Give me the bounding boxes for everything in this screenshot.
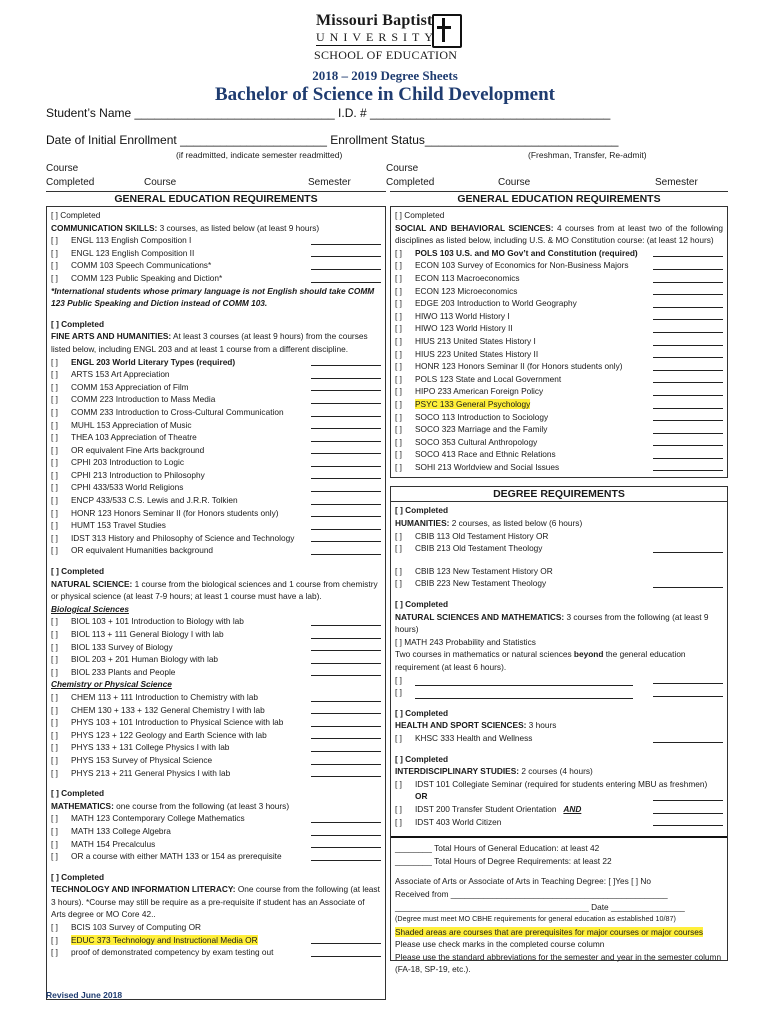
course-name: PHYS 123 + 122 Geology and Earth Science with lab <box>71 729 267 740</box>
nat-intro: 1 course from the biological sciences and 1 course from chemistry or physical science (at least 7-9 hours; at least 1 course must have a lab). <box>51 578 378 602</box>
course-name: IDST 101 Collegiate Seminar (required for students entering MBU as freshmen) <box>415 778 708 789</box>
course-name: PHYS 213 + 211 General Physics I with lab <box>71 767 231 778</box>
course-checkbox[interactable]: [ ] <box>51 356 58 367</box>
semester-field[interactable] <box>653 408 723 409</box>
course-name: THEA 103 Appreciation of Theatre <box>71 432 197 443</box>
course-name: SOHI 213 Worldview and Social Issues <box>415 461 560 472</box>
fine-intro: At least 3 courses (at least 9 hours) from the courses listed below, including ENGL 203 and at least 1 course from a different discipline. <box>51 331 368 354</box>
course-name: HONR 123 Honors Seminar II (for Honors students only) <box>71 507 279 518</box>
course-checkbox[interactable]: [ ] <box>395 565 402 576</box>
course-name: CBIB 223 New Testament Theology <box>415 578 547 589</box>
chem-subheading: Chemistry or Physical Science <box>51 679 172 690</box>
course-checkbox[interactable]: [ ] <box>51 666 58 677</box>
semester-field[interactable] <box>311 256 381 257</box>
university-logo <box>308 12 466 66</box>
semester-field[interactable] <box>653 470 723 471</box>
course-name: HONR 123 Honors Seminar II (for Honors students only) <box>415 361 623 372</box>
course-checkbox[interactable]: [ ] <box>395 449 402 460</box>
course-checkbox[interactable]: [ ] <box>51 813 58 824</box>
col-completed-label: Completed <box>46 177 95 188</box>
course-checkbox[interactable]: [ ] <box>395 298 402 309</box>
semester-field[interactable] <box>311 675 381 676</box>
abbrev-note: Please use the standard abbreviations for the semester and year in the semester column (FA-18, SP-19, etc.). <box>395 951 722 975</box>
col-semester-label-right: Semester <box>655 177 698 188</box>
course-checkbox[interactable]: [ ] <box>51 247 58 258</box>
semester-field[interactable] <box>311 365 381 366</box>
degree-box <box>390 502 728 975</box>
course-checkbox[interactable]: [ ] <box>51 641 58 652</box>
readmit-note: (if readmitted, indicate semester readmitted) <box>176 150 343 160</box>
course-checkbox[interactable]: [ ] <box>395 335 402 346</box>
semester-field[interactable] <box>653 683 723 684</box>
col-semester-label: Semester <box>308 177 351 188</box>
course-name: PHYS 133 + 131 College Physics I with lab <box>71 742 230 753</box>
col-course-name-label-right: Course <box>498 177 531 188</box>
course-name: ENGL 203 World Literary Types (required) <box>71 356 236 367</box>
course-checkbox[interactable]: [ ] <box>395 361 402 372</box>
course-name: CPHI 213 Introduction to Philosophy <box>71 469 205 480</box>
right-column <box>390 191 728 975</box>
student-name-line[interactable]: Student’s Name ______________________________ I.D. # ____________________________________ <box>46 106 611 120</box>
semester-field[interactable] <box>311 638 381 639</box>
math-list <box>51 812 381 862</box>
cbhe-note: (Degree must meet MO CBHE requirements for general education as established 10/87) <box>395 914 676 924</box>
course-name: OR a course with either MATH 133 or 154 as prerequisite <box>71 851 282 862</box>
col-course-label-right: Course <box>386 163 419 174</box>
course-checkbox[interactable]: [ ] <box>395 323 402 334</box>
course-checkbox[interactable]: [ ] <box>395 348 402 359</box>
semester-field[interactable] <box>653 420 723 421</box>
logo-rule <box>316 45 431 46</box>
course-name: ECON 123 Microeconomics <box>415 285 518 296</box>
course-name: SOCO 353 Cultural Anthropology <box>415 436 538 447</box>
course-checkbox[interactable]: [ ] <box>51 717 58 728</box>
course-name: IDST 403 World Citizen <box>415 816 502 827</box>
course-checkbox[interactable]: [ ] <box>51 851 58 862</box>
course-checkbox[interactable]: [ ] <box>51 754 58 765</box>
course-checkbox[interactable]: [ ] <box>51 507 58 518</box>
semester-field[interactable] <box>653 307 723 308</box>
tech-intro: One course from the following (at least 3 hours). *Course may still be require as a pre-requisite if student has an Associate of Arts degree or MO Core 42.. <box>51 884 380 920</box>
chem-list <box>51 691 381 779</box>
semester-field[interactable] <box>653 357 723 358</box>
semester-field[interactable] <box>311 764 381 765</box>
received-from-line[interactable]: Received from _______________________________________________ <box>395 888 668 899</box>
semester-field[interactable] <box>311 516 381 517</box>
social-heading: SOCIAL AND BEHAVIORAL SCIENCES: <box>395 222 554 233</box>
nsm-math-course[interactable]: [ ] MATH 243 Probability and Statistics <box>395 636 536 647</box>
col-completed-label-right: Completed <box>386 177 435 188</box>
course-checkbox[interactable]: [ ] <box>395 461 402 472</box>
semester-field[interactable] <box>311 282 381 283</box>
course-checkbox[interactable]: [ ] <box>51 235 58 246</box>
semester-field[interactable] <box>311 529 381 530</box>
semester-field[interactable] <box>653 382 723 383</box>
revised-date: Revised June 2018 <box>46 990 123 1000</box>
course-checkbox[interactable]: [ ] <box>51 704 58 715</box>
course-name: CBIB 213 Old Testament Theology <box>415 543 543 554</box>
course-checkbox[interactable]: [ ] <box>395 732 402 743</box>
course-name: POLS 103 U.S. and MO Gov’t and Constitution (required) <box>415 247 638 258</box>
semester-field[interactable] <box>311 466 381 467</box>
bio-subheading: Biological Sciences <box>51 603 129 614</box>
course-checkbox[interactable]: [ ] <box>51 691 58 702</box>
page-title: Bachelor of Science in Child Development <box>214 84 556 105</box>
semester-field[interactable] <box>653 825 723 826</box>
course-checkbox[interactable]: [ ] <box>395 424 402 435</box>
semester-field[interactable] <box>311 441 381 442</box>
comm-intro: 3 courses, as listed below (at least 9 hours) <box>157 222 320 233</box>
hum-intro: 2 courses, as listed below (6 hours) <box>449 518 583 529</box>
fine-heading: FINE ARTS AND HUMANITIES: <box>51 331 172 342</box>
course-checkbox[interactable]: [ ] <box>51 629 58 639</box>
course-name: OR equivalent Fine Arts background <box>71 444 205 455</box>
semester-field[interactable] <box>311 943 381 944</box>
course-name: ARTS 153 Art Appreciation <box>71 369 170 380</box>
semester-field[interactable] <box>311 269 381 270</box>
semester-field[interactable] <box>653 345 723 346</box>
col-course-label: Course <box>46 163 79 174</box>
nat-completed-checkbox[interactable]: [ ] Completed <box>51 566 105 577</box>
course-checkbox[interactable]: [ ] <box>51 469 58 480</box>
semester-field[interactable] <box>653 813 723 814</box>
semester-field[interactable] <box>653 742 723 743</box>
social-box <box>390 207 728 478</box>
course-name: MATH 154 Precalculus <box>71 838 156 849</box>
comm-heading: COMMUNICATION SKILLS: <box>51 222 158 233</box>
course-checkbox[interactable]: [ ] <box>395 530 402 541</box>
course-checkbox[interactable]: [ ] <box>51 934 58 945</box>
course-name: CPHI 433/533 World Religions <box>71 482 184 493</box>
course-name: HIPO 233 American Foreign Policy <box>415 386 544 397</box>
semester-field[interactable] <box>311 822 381 823</box>
course-name: HIWO 123 World History II <box>415 323 513 334</box>
associate-degree-line[interactable]: Associate of Arts or Associate of Arts in Teaching Degree: [ ]Yes [ ] No <box>395 876 651 887</box>
semester-field[interactable] <box>653 319 723 320</box>
course-checkbox[interactable]: [ ] <box>395 816 402 827</box>
course-name: IDST 200 Transfer Student Orientation <box>415 803 557 814</box>
semester-field[interactable] <box>311 378 381 379</box>
math-heading: MATHEMATICS: <box>51 800 114 811</box>
course-name: KHSC 333 Health and Wellness <box>415 732 533 743</box>
semester-field[interactable] <box>653 294 723 295</box>
course-name: ECON 113 Macroeconomics <box>415 272 520 283</box>
col-course-name-label: Course <box>144 177 177 188</box>
course-checkbox[interactable]: [ ] <box>395 411 402 422</box>
shaded-note: Shaded areas are courses that are prerequisites for major courses or major courses <box>395 926 704 937</box>
course-name: proof of demonstrated competency by exam testing out <box>71 947 274 958</box>
semester-field[interactable] <box>311 416 381 417</box>
course-checkbox[interactable]: [ ] <box>51 406 58 417</box>
course-checkbox[interactable]: [ ] <box>51 432 58 443</box>
course-checkbox[interactable]: [ ] <box>395 398 402 409</box>
course-name: HIUS 223 United States History II <box>415 348 539 359</box>
math-completed-checkbox[interactable]: [ ] Completed <box>51 788 105 799</box>
nsm-completed-checkbox[interactable]: [ ] Completed <box>395 599 449 610</box>
course-name: ECON 103 Survey of Economics for Non-Business Majors <box>415 260 629 271</box>
course-checkbox[interactable]: [ ] <box>51 495 58 506</box>
course-checkbox[interactable]: [ ] <box>51 457 58 468</box>
nsm-intro: 3 courses from the following (at least 9 hours) <box>395 611 709 635</box>
semester-field[interactable] <box>311 428 381 429</box>
semester-field[interactable] <box>311 835 381 836</box>
social-intro: 4 courses from at least two of the following disciplines as listed below, including U.S. & MO Constitution course: (at least 12 hours) <box>395 222 723 246</box>
total-degree[interactable]: ________ Total Hours of Degree Requirements: at least 22 <box>395 855 612 866</box>
date-line[interactable]: __________________________________________ Date ________________ <box>395 901 685 912</box>
course-checkbox[interactable]: [ ] <box>395 373 402 384</box>
checkmark-note: Please use check marks in the completed course column <box>395 939 605 950</box>
hs-heading: HEALTH AND SPORT SCIENCES: <box>395 720 527 731</box>
course-name: BIOL 133 Survey of Biology <box>71 641 173 652</box>
semester-field[interactable] <box>653 282 723 283</box>
course-name: PHYS 103 + 101 Introduction to Physical Science with lab <box>71 717 284 728</box>
semester-field[interactable] <box>311 956 381 957</box>
course-checkbox[interactable]: [ ] <box>51 825 58 836</box>
semester-field[interactable] <box>653 256 723 257</box>
course-checkbox[interactable]: [ ] <box>51 767 58 778</box>
course-checkbox[interactable]: [ ] <box>51 742 58 753</box>
comm-note: *International students whose primary language is not English should take COMM 123 Public Speaking and Diction instead of COMM 103. <box>51 285 375 309</box>
course-checkbox[interactable]: [ ] <box>51 381 58 392</box>
course-checkbox[interactable]: [ ] <box>395 543 402 554</box>
course-checkbox[interactable]: [ ] <box>395 778 402 789</box>
semester-field[interactable] <box>311 403 381 404</box>
course-name: OR equivalent Humanities background <box>71 545 214 556</box>
semester-field[interactable] <box>311 504 381 505</box>
semester-field[interactable] <box>653 433 723 434</box>
course-name: SOCO 413 Race and Ethnic Relations <box>415 449 556 460</box>
semester-field[interactable] <box>311 663 381 664</box>
inter-intro: 2 courses (4 hours) <box>519 766 593 777</box>
course-name: ENCP 433/533 C.S. Lewis and J.R.R. Tolkien <box>71 495 238 506</box>
course-checkbox[interactable]: [ ] <box>51 272 58 283</box>
course-name: COMM 233 Introduction to Cross-Cultural Communication <box>71 406 284 417</box>
semester-field[interactable] <box>653 395 723 396</box>
semester-field[interactable] <box>653 370 723 371</box>
course-checkbox[interactable]: [ ] <box>51 394 58 405</box>
semester-field[interactable] <box>311 554 381 555</box>
nsm-note-b: beyond <box>573 649 604 660</box>
semester-field[interactable] <box>311 244 381 245</box>
course-write-in[interactable] <box>415 698 633 699</box>
course-name: ENGL 113 English Composition I <box>71 235 192 246</box>
degree-year: 2018 – 2019 Degree Sheets <box>312 68 458 83</box>
status-note: (Freshman, Transfer, Re-admit) <box>528 150 647 160</box>
gen-ed-heading-left: GENERAL EDUCATION REQUIREMENTS <box>46 191 386 207</box>
course-name: BIOL 113 + 111 General Biology I with lab <box>71 629 224 639</box>
course-checkbox[interactable]: [ ] <box>51 947 58 958</box>
course-name: BIOL 203 + 201 Human Biology with lab <box>71 654 219 665</box>
tech-heading: TECHNOLOGY AND INFORMATION LITERACY: <box>51 884 236 895</box>
and-label: AND <box>563 803 582 814</box>
course-checkbox[interactable]: [ ] <box>395 260 402 271</box>
course-checkbox[interactable]: [ ] <box>51 729 58 740</box>
social-completed-checkbox[interactable]: [ ] Completed <box>395 210 445 220</box>
semester-field[interactable] <box>311 625 381 626</box>
semester-field[interactable] <box>653 269 723 270</box>
tech-list <box>51 921 381 959</box>
course-name: CBIB 113 Old Testament History OR <box>415 530 549 541</box>
nat-heading: NATURAL SCIENCE: <box>51 578 133 589</box>
course-checkbox[interactable]: [ ] <box>51 838 58 849</box>
course-write-in[interactable] <box>415 685 633 686</box>
course-checkbox[interactable]: [ ] <box>51 545 58 556</box>
bio-list <box>51 615 381 678</box>
course-checkbox[interactable]: [ ] <box>395 247 402 258</box>
semester-field[interactable] <box>311 738 381 739</box>
course-name: CPHI 203 Introduction to Logic <box>71 457 184 468</box>
inter-completed-checkbox[interactable]: [ ] Completed <box>395 753 449 764</box>
semester-field[interactable] <box>311 860 381 861</box>
semester-field[interactable] <box>311 478 381 479</box>
course-name: CBIB 123 New Testament History OR <box>415 565 553 576</box>
tech-completed-checkbox[interactable]: [ ] Completed <box>51 871 105 882</box>
course-checkbox[interactable]: [ ] <box>395 674 402 685</box>
course-name: EDGE 203 Introduction to World Geography <box>415 298 577 309</box>
course-checkbox[interactable]: [ ] <box>51 654 58 665</box>
course-name: PHYS 153 Survey of Physical Science <box>71 754 213 765</box>
semester-field[interactable] <box>653 587 723 588</box>
course-name: HUMT 153 Travel Studies <box>71 520 166 531</box>
semester-field[interactable] <box>311 847 381 848</box>
semester-field[interactable] <box>653 458 723 459</box>
course-checkbox[interactable]: [ ] <box>395 578 402 589</box>
course-checkbox[interactable]: [ ] <box>51 922 58 933</box>
semester-field[interactable] <box>311 751 381 752</box>
semester-field[interactable] <box>653 552 723 553</box>
semester-field[interactable] <box>311 650 381 651</box>
total-gen-ed[interactable]: ________ Total Hours of General Education: at least 42 <box>395 843 600 854</box>
semester-field[interactable] <box>311 491 381 492</box>
comm-list <box>51 234 381 284</box>
course-name: SOCO 323 Marriage and the Family <box>415 424 548 435</box>
course-name: BIOL 233 Plants and People <box>71 666 176 677</box>
course-name: HIWO 113 World History I <box>415 310 510 321</box>
course-name-highlighted: EDUC 373 Technology and Instructional Media OR <box>71 934 258 945</box>
gen-ed-heading-right: GENERAL EDUCATION REQUIREMENTS <box>390 191 728 207</box>
course-checkbox[interactable]: [ ] <box>395 436 402 447</box>
course-checkbox[interactable]: [ ] <box>51 616 58 627</box>
nsm-note-c: the general education requirement (at least 6 hours). <box>395 649 686 672</box>
course-name: COMM 223 Introduction to Mass Media <box>71 394 216 405</box>
course-name: CHEM 130 + 133 + 132 General Chemistry I with lab <box>71 704 265 715</box>
fine-list <box>51 356 381 558</box>
fine-completed-checkbox[interactable]: [ ] Completed <box>51 318 105 329</box>
course-name: BCIS 103 Survey of Computing OR <box>71 922 202 933</box>
left-box <box>46 207 386 1000</box>
social-list <box>395 247 723 474</box>
course-checkbox[interactable]: [ ] <box>395 285 402 296</box>
course-checkbox[interactable]: [ ] <box>395 803 402 814</box>
course-checkbox[interactable]: [ ] <box>51 260 58 271</box>
course-name: POLS 123 State and Local Government <box>415 373 562 384</box>
nsm-note-a: Two courses in mathematics or natural sciences <box>395 649 574 660</box>
course-checkbox[interactable]: [ ] <box>51 532 58 543</box>
semester-field[interactable] <box>653 332 723 333</box>
course-name: MUHL 153 Appreciation of Music <box>71 419 192 430</box>
left-column <box>46 191 386 1000</box>
course-checkbox[interactable]: [ ] <box>395 386 402 397</box>
or-label: OR <box>415 791 428 802</box>
semester-field[interactable] <box>311 726 381 727</box>
course-name: BIOL 103 + 101 Introduction to Biology with lab <box>71 616 244 627</box>
course-name: MATH 123 Contemporary College Mathematics <box>71 813 245 824</box>
course-name: SOCO 113 Introduction to Sociology <box>415 411 549 422</box>
inter-heading: INTERDISCIPLINARY STUDIES: <box>395 766 520 777</box>
math-intro: one course from the following (at least 3 hours) <box>113 800 290 811</box>
course-checkbox[interactable]: [ ] <box>395 687 402 698</box>
nsm-heading: NATURAL SCIENCES AND MATHEMATICS: <box>395 611 565 622</box>
course-name: COMM 123 Public Speaking and Diction* <box>71 272 223 283</box>
course-checkbox[interactable]: [ ] <box>51 444 58 455</box>
course-name: COMM 153 Appreciation of Film <box>71 381 189 392</box>
semester-field[interactable] <box>311 713 381 714</box>
semester-field[interactable] <box>311 776 381 777</box>
course-checkbox[interactable]: [ ] <box>51 419 58 430</box>
course-checkbox[interactable]: [ ] <box>395 272 402 283</box>
course-name: COMM 103 Speech Communications* <box>71 260 212 271</box>
course-checkbox[interactable]: [ ] <box>51 369 58 380</box>
course-name: CHEM 113 + 111 Introduction to Chemistry with lab <box>71 691 258 702</box>
logo-line1: Missouri Baptist <box>316 12 433 29</box>
semester-field[interactable] <box>311 390 381 391</box>
logo-line2: UNIVERSITY <box>316 30 438 44</box>
semester-field[interactable] <box>311 701 381 702</box>
hs-intro: 3 hours <box>526 720 557 731</box>
course-name: HIUS 213 United States History I <box>415 335 536 346</box>
semester-field[interactable] <box>653 445 723 446</box>
course-name: IDST 313 History and Philosophy of Science and Technology <box>71 532 295 543</box>
semester-field[interactable] <box>311 541 381 542</box>
hum-completed-checkbox[interactable]: [ ] Completed <box>395 505 449 516</box>
degree-requirements-heading: DEGREE REQUIREMENTS <box>390 486 728 502</box>
course-checkbox[interactable]: [ ] <box>395 310 402 321</box>
course-checkbox[interactable]: [ ] <box>51 482 58 493</box>
semester-field[interactable] <box>653 696 723 697</box>
semester-field[interactable] <box>653 800 723 801</box>
comm-completed-checkbox[interactable]: [ ] Completed <box>51 210 101 220</box>
hum-heading: HUMANITIES: <box>395 518 450 529</box>
logo-line3: SCHOOL OF EDUCATION <box>314 48 458 62</box>
course-name-highlighted: PSYC 133 General Psychology <box>415 398 531 409</box>
enrollment-line[interactable]: Date of Initial Enrollment ______________________ Enrollment Status_____________________________ <box>46 133 619 147</box>
semester-field[interactable] <box>311 453 381 454</box>
course-checkbox[interactable]: [ ] <box>51 520 58 531</box>
course-name: ENGL 123 English Composition II <box>71 247 195 258</box>
course-name: MATH 133 College Algebra <box>71 825 171 836</box>
hs-completed-checkbox[interactable]: [ ] Completed <box>395 707 449 718</box>
logo-mark-icon <box>432 14 462 48</box>
